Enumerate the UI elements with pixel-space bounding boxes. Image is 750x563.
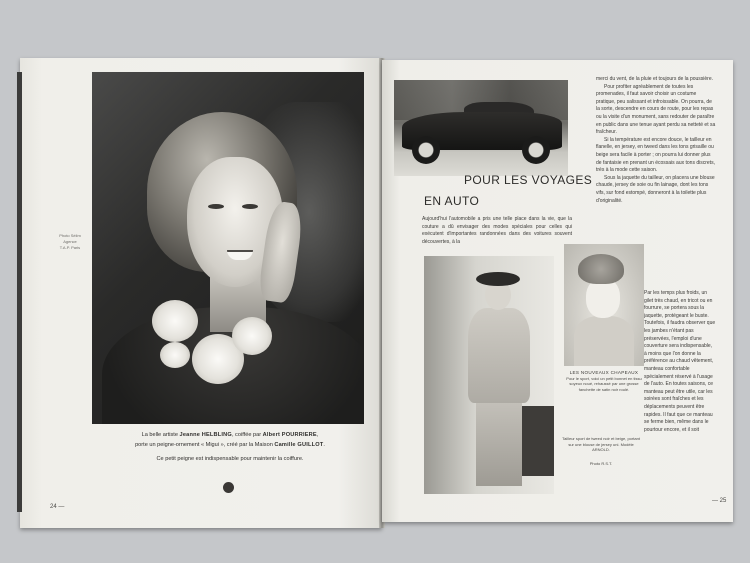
caption-text: .: [323, 442, 325, 448]
page-number-left: 24 —: [50, 504, 65, 510]
credit-line: T.A.P. Paris: [59, 245, 81, 250]
article-column-continued: Par les temps plus froids, un gilet très chaud, en tricot ou en fourrure, se portera sous la jaquette, protégeant le buste. Toutefois, il faudra observer que les jambes n'étant pas préservées, l'emploi d'une couverture sera indispensable, à moins que l'on donne la préférence au chaud vêtement, manteau confortable spécialement réservé à l'usage de l'auto. En toutes saisons, ce manteau peut être utile, car les soirées sont fraîches et les déplacements peuvent être rapides. Il faut que ce manteau se ferme bien, même dans le pourtour encore, et il soit: [644, 290, 716, 433]
hat-photo: [564, 244, 644, 366]
article-headline-line2: EN AUTO: [424, 194, 480, 208]
caption-text: La belle artiste: [141, 432, 178, 438]
caption-text: porte un peigne-ornement « Migui », créé par la Maison: [135, 442, 273, 448]
article-intro: Aujourd'hui l'automobile a pris une telle place dans la vie, que la couture a dû envisager des modes spéciales pour celles qui exécutent d'importantes randonnées dans des voitures souvent découvertes, à la: [422, 216, 572, 245]
right-page: [382, 60, 733, 522]
hat-caption: [564, 370, 644, 392]
paragraph: Sous la jaquette du tailleur, on placera une blouse chaude, jersey de soie ou fin lainage, dont les tons vifs, sur fond estompé, donneront à la toilette plus d'originalité.: [596, 174, 715, 204]
caption-name: Jeanne HELBLING: [179, 432, 232, 438]
caption-text: , coiffée par: [231, 432, 262, 438]
caption-title: LES NOUVEAUX CHAPEAUX: [569, 370, 639, 375]
tailleur-caption: [560, 436, 642, 466]
magazine-spread: [20, 58, 733, 528]
credit-line: Agence: [63, 239, 77, 244]
article-column: [596, 76, 716, 205]
caption-text: Tailleur sport de tweed noir et beige, portant sur une blouse de jersey uni. Modèle ARNOLD.: [562, 436, 640, 453]
left-page: [20, 58, 382, 528]
portrait-caption: [80, 430, 380, 464]
caption-text: ,: [316, 432, 319, 438]
bullet-ornament: [223, 482, 234, 493]
paragraph: Pour profiter agréablement de toutes les promenades, il faut savoir choisir un costume pratique, peu salissant et infroissable. On pourra, de la sorte, descendre en cours de route, pour les repas ou la visite d'un monument, sans redouter de paraître en public dans une tenue ayant perdu sa netteté et sa fraîcheur.: [596, 83, 716, 136]
photo-credit: Photo R.S.T.: [589, 460, 613, 466]
portrait-photo: [92, 72, 364, 424]
paragraph: merci du vent, de la pluie et toujours de la poussière.: [596, 76, 714, 82]
caption-text: Pour le sport, voici un petit bonnet en tissu soyeux noué, rehaussé par une grosse fanchette de satin noir roulé.: [566, 375, 642, 392]
car-photo: [394, 80, 568, 176]
page-number-right: — 25: [712, 498, 727, 504]
caption-name: Albert POURRIERE: [262, 432, 317, 438]
tailleur-photo: [424, 256, 554, 494]
caption-text: Ce petit peigne est indispensable pour maintenir la coiffure.: [156, 456, 304, 462]
article-headline: POUR LES VOYAGES: [464, 173, 593, 187]
credit-line: Photo Sélim: [59, 233, 81, 238]
photo-credit: [50, 233, 90, 251]
caption-name: Camille GUILLOT: [274, 442, 324, 448]
paragraph: Si la température est encore douce, le tailleur en flanelle, en jersey, en tweed dans les tons grisaille ou beige sera facile à porter ; on pourra lui donner plus de fantaisie en prenant un écossais aux tons discrets, très à la mode cette saison.: [596, 136, 715, 174]
page-edge: [17, 72, 22, 512]
